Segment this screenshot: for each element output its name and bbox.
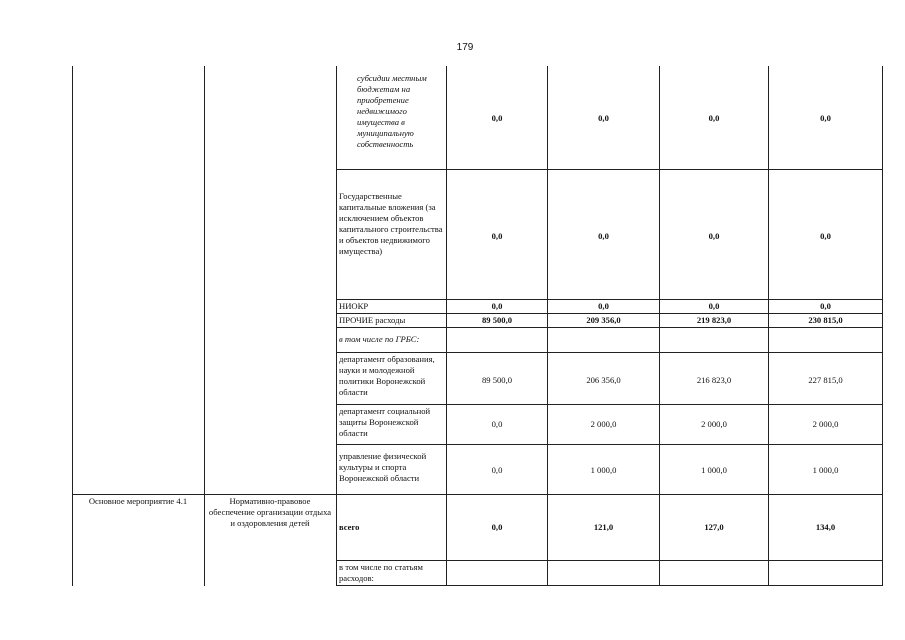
row-value: 89 500,0 <box>481 315 513 325</box>
grid-line <box>882 66 883 586</box>
grid-line <box>72 494 883 495</box>
row-label: департамент социальной защиты Воронежской области <box>339 406 431 438</box>
row-value: 0,0 <box>598 230 609 241</box>
grid-line <box>336 327 883 328</box>
grid-line <box>336 585 883 586</box>
row-value: 0,0 <box>708 301 720 311</box>
page-number: 179 <box>456 42 474 53</box>
grid-line <box>72 66 73 586</box>
row-value: 1 000,0 <box>590 464 617 475</box>
row-value: 216 823,0 <box>696 374 732 385</box>
row-value: 0,0 <box>708 230 720 241</box>
row-value: 0,0 <box>491 464 503 475</box>
row-label: в том числе по статьям расходов: <box>339 562 423 583</box>
row-value: 0,0 <box>491 112 503 123</box>
activity-name: Нормативно-правовое обеспечение организации отдыха и оздоровления детей <box>208 496 332 528</box>
row-value: 121,0 <box>593 522 614 532</box>
row-value: 127,0 <box>704 522 724 532</box>
row-value: 0,0 <box>598 301 609 311</box>
row-label: в том числе по ГРБС: <box>339 334 420 344</box>
row-value: 0,0 <box>598 112 609 123</box>
row-label: субсидии местным бюджетам на приобретение недвижимого имущества в муниципальную собственность <box>357 73 427 149</box>
row-value: 0,0 <box>820 230 831 241</box>
row-value: 0,0 <box>820 301 831 311</box>
row-value: 2 000,0 <box>590 418 617 429</box>
row-value: 0,0 <box>491 418 503 429</box>
row-label: НИОКР <box>339 301 369 311</box>
row-label: всего <box>339 522 360 532</box>
row-value: 2 000,0 <box>701 418 727 429</box>
row-label: Государственные капитальные вложения (за исключением объектов капитального строительства и объектов недвижимого имущества) <box>339 191 443 256</box>
grid-line <box>336 560 883 561</box>
grid-line <box>336 352 883 353</box>
row-value: 134,0 <box>815 522 836 532</box>
grid-line <box>336 313 883 314</box>
grid-line <box>336 169 883 170</box>
row-value: 0,0 <box>491 522 503 532</box>
row-value: 227 815,0 <box>808 374 843 385</box>
activity-title: Основное мероприятие 4.1 <box>88 496 188 506</box>
row-value: 0,0 <box>491 230 503 241</box>
grid-line <box>336 444 883 445</box>
row-label: управление физической культуры и спорта Воронежской области <box>339 451 427 483</box>
row-value: 0,0 <box>491 301 503 311</box>
row-label: департамент образования, науки и молодежной политики Воронежской области <box>339 354 435 397</box>
row-value: 209 356,0 <box>586 315 621 325</box>
row-value: 219 823,0 <box>696 315 732 325</box>
row-value: 2 000,0 <box>812 418 839 429</box>
row-value: 206 356,0 <box>586 374 621 385</box>
row-value: 230 815,0 <box>808 315 843 325</box>
grid-line <box>204 66 205 586</box>
row-value: 0,0 <box>820 112 831 123</box>
row-label: ПРОЧИЕ расходы <box>339 315 406 325</box>
row-value: 89 500,0 <box>481 374 513 385</box>
grid-line <box>336 299 883 300</box>
row-value: 1 000,0 <box>812 464 839 475</box>
row-value: 1 000,0 <box>701 464 727 475</box>
grid-line <box>336 404 883 405</box>
row-value: 0,0 <box>708 112 720 123</box>
